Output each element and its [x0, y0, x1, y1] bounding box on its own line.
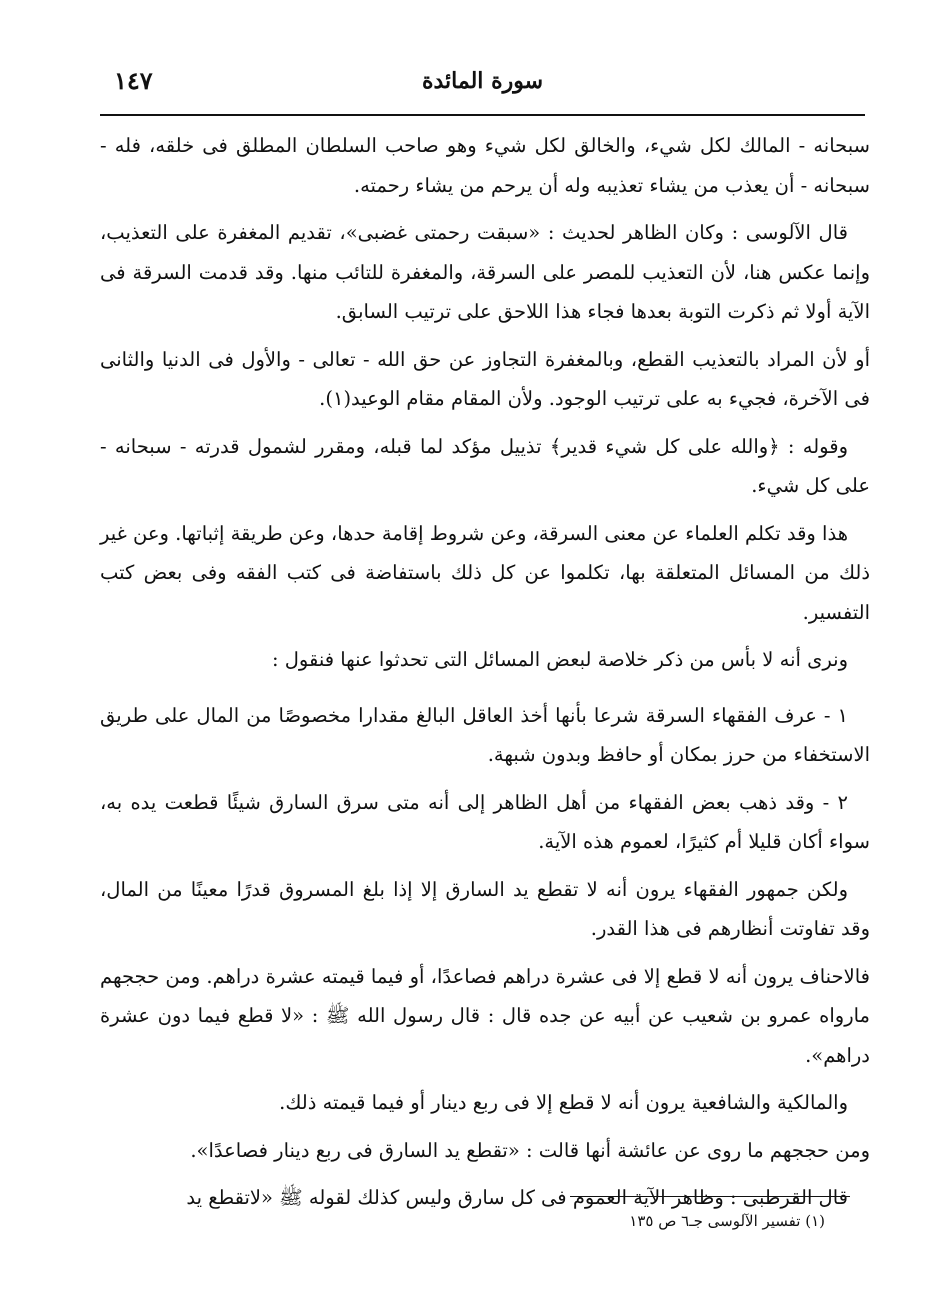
paragraph: والمالكية والشافعية يرون أنه لا قطع إلا فى ربع دينار أو فيما قيمته ذلك. [279, 1091, 848, 1114]
surah-title: سورة المائدة [421, 68, 544, 94]
paragraph: فالاحناف يرون أنه لا قطع إلا فى عشرة دراهم فصاعدًا، أو فيما قيمته عشرة دراهم. ومن حججهم مارواه عمرو بن شعيب عن أبيه عن جده قال : قال رسول الله ﷺ : «لا قطع فيما دون عشرة دراهم». [100, 964, 870, 1067]
footnote-rule [570, 1196, 850, 1197]
paragraph: هذا وقد تكلم العلماء عن معنى السرقة، وعن شروط إقامة حدها، وعن طريقة إثباتها. وعن غير ذلك من المسائل المتعلقة بها، تكلموا عن كل ذلك باستفاضة فى كتب الفقه وفى بعض كتب التفسير. [100, 521, 870, 624]
body-text [100, 126, 870, 1226]
header-rule [100, 114, 865, 116]
paragraph: ١ - عرف الفقهاء السرقة شرعا بأنها أخذ العاقل البالغ مقدارا مخصوصًا من المال على طريق الاستخفاء من حرز بمكان أو حافظ وبدون شبهة. [100, 703, 870, 766]
paragraph: قال القرطبى : وظاهر الآية العموم فى كل سارق وليس كذلك لقوله ﷺ «لاتقطع يد [186, 1186, 848, 1209]
paragraph: قال الآلوسى : وكان الظاهر لحديث : «سبقت رحمتى غضبى»، تقديم المغفرة على التعذيب، وإنما عكس هنا، لأن التعذيب للمصر على السرقة، والمغفرة للتائب منها. وقد قدمت السرقة فى الآية أولا ثم ذكرت التوبة بعدها فجاء هذا اللاحق على ترتيب السابق. [100, 221, 870, 323]
footnote: (١) تفسير الآلوسى جـ٦ ص ١٣٥ [629, 1212, 825, 1230]
paragraph: سبحانه - المالك لكل شيء، والخالق لكل شيء وهو صاحب السلطان المطلق فى خلقه، فله - سبحانه - أن يعذب من يشاء تعذيبه وله أن يرحم من يشاء رحمته. [100, 134, 870, 197]
paragraph: أو لأن المراد بالتعذيب القطع، وبالمغفرة التجاوز عن حق الله - تعالى - والأول فى الدنيا والثانى فى الآخرة، فجيء به على ترتيب الوجود. ولأن المقام مقام الوعيد(١). [100, 347, 870, 410]
page-number: ١٤٧ [114, 66, 153, 95]
paragraph: ومن حججهم ما روى عن عائشة أنها قالت : «تقطع يد السارق فى ربع دينار فصاعدًا». [190, 1138, 870, 1162]
paragraph: ونرى أنه لا بأس من ذكر خلاصة لبعض المسائل التى تحدثوا عنها فنقول : [271, 648, 848, 671]
page-header [100, 66, 865, 106]
paragraph: وقوله : ﴿والله على كل شيء قدير﴾ تذييل مؤكد لما قبله، ومقرر لشمول قدرته - سبحانه - على كل شيء. [100, 434, 870, 497]
paragraph: ٢ - وقد ذهب بعض الفقهاء من أهل الظاهر إلى أنه متى سرق السارق شيئًا قطعت يده به، سواء أكان قليلا أم كثيرًا، لعموم هذه الآية. [100, 790, 870, 853]
paragraph: ولكن جمهور الفقهاء يرون أنه لا تقطع يد السارق إلا إذا بلغ المسروق قدرًا معينًا من المال، وقد تفاوتت أنظارهم فى هذا القدر. [100, 877, 870, 940]
